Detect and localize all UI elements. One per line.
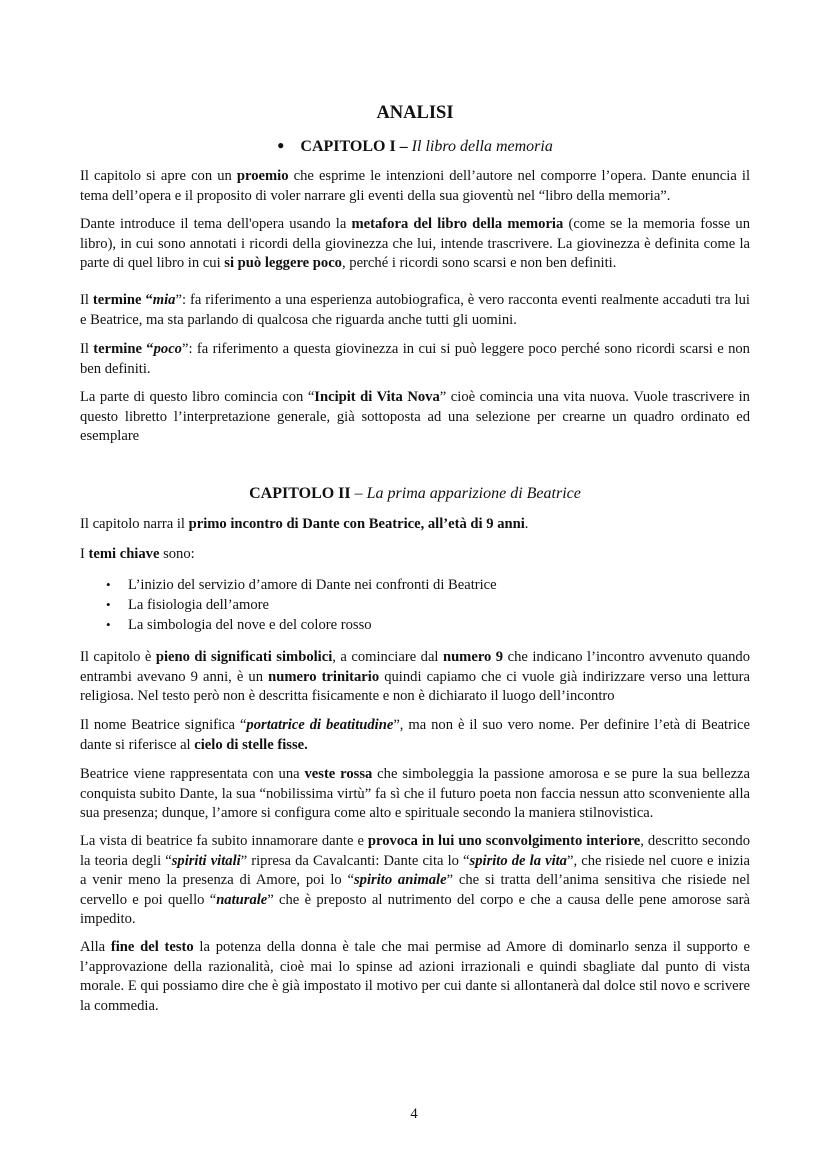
page-number: 4 <box>410 1106 418 1122</box>
list-item: • La simbologia del nove e del colore rosso <box>80 615 750 635</box>
list-item: • La fisiologia dell’amore <box>80 595 750 615</box>
chapter-1-subtitle: Il libro della memoria <box>411 138 553 155</box>
cap1-paragraph-1: Il capitolo si apre con un proemio che esprime le intenzioni dell’autore nel comporre l’opera. Dante enuncia il tema dell’opera e il proposito di voler narrare gli eventi della sua gioventù nel “libro della memoria”. <box>80 168 750 204</box>
themes-list <box>80 575 750 635</box>
cap2-paragraph-3: Il capitolo è pieno di significati simbolici, a cominciare dal numero 9 che indicano l’incontro avvenuto quando entrambi avevano 9 anni, è un numero trinitario quindi capiamo che ci vuole già indirizzare verso una lettura religiosa. Nel testo però non è descritta fisicamente e non è dichiarato il luogo dell’incontro <box>80 649 751 705</box>
cap1-paragraph-4: Il termine “poco”: fa riferimento a questa giovinezza in cui si può leggere poco perché sono ricordi scarsi e non ben definiti. <box>80 341 750 377</box>
cap2-paragraph-1: Il capitolo narra il primo incontro di Dante con Beatrice, all’età di 9 anni. <box>80 516 529 532</box>
cap2-paragraph-4: Il nome Beatrice significa “portatrice di beatitudine”, ma non è il suo vero nome. Per definire l’età di Beatrice dante si riferisce al cielo di stelle fisse. <box>80 717 750 753</box>
cap2-paragraph-6: La vista di beatrice fa subito innamorare dante e provoca in lui uno sconvolgimento interiore, descritto secondo la teoria degli “spiriti vitali” ripresa da Cavalcanti: Dante cita lo “spirito de la vita”, che risiede nel cuore e inizia a venir meno la presenza di Amore, poi lo “spirito animale” che si tratta dell’anima sensitiva che risiede nel cervello e poi quello “naturale” che è preposto al nutrimento del corpo e che a causa delle pene amorose sarà impedito. <box>80 833 751 928</box>
cap2-paragraph-2: I temi chiave sono: <box>80 546 195 562</box>
bullet-icon: ● <box>277 138 285 152</box>
chapter-1-number: CAPITOLO I – <box>300 138 408 155</box>
cap1-paragraph-2: Dante introduce il tema dell'opera usando la metafora del libro della memoria (come se la memoria fosse un libro), in cui sono annotati i ricordi della giovinezza che lui, intende trascrivere. La giovinezza è definita come la parte di quel libro in cui si può leggere poco, perché i ricordi sono scarsi e non ben definiti. <box>80 216 750 272</box>
page-title: ANALISI <box>376 103 454 123</box>
chapter-2-heading: CAPITOLO II – La prima apparizione di Beatrice <box>249 485 581 502</box>
cap2-paragraph-7: Alla fine del testo la potenza della donna è tale che mai permise ad Amore di dominarlo senza il supporto e l’approvazione della razionalità, cioè mai lo spinse ad azioni irrazionali e quindi sbagliate dal punto di vista morale. E qui possiamo dire che è già impostato il motivo per cui dante si allontanerà dal dolce stil novo e scrivere la commedia. <box>80 939 750 1014</box>
chapter-2-number: CAPITOLO II <box>249 485 351 502</box>
cap1-paragraph-3: Il termine “mia”: fa riferimento a una esperienza autobiografica, è vero racconta eventi realmente accaduti tra lui e Beatrice, ma sta parlando di qualcosa che riguarda anche tutti gli uomini. <box>80 292 750 328</box>
chapter-1-heading <box>80 135 750 157</box>
cap1-paragraph-5: La parte di questo libro comincia con “Incipit di Vita Nova” cioè comincia una vita nuova. Vuole trascrivere in questo libretto l’interpretazione generale, già sottoposta ad una selezione per crearne un quadro ordinato ed esemplare <box>80 389 750 445</box>
chapter-2-subtitle: La prima apparizione di Beatrice <box>366 485 581 502</box>
cap2-paragraph-5: Beatrice viene rappresentata con una veste rossa che simboleggia la passione amorosa e se pure la sua bellezza conquista subito Dante, la sua “nobilissima virtù” fa sì che il futuro poeta non faccia nessun atto sconveniente alla sua presenza; dunque, l’amore si configura come alto e spirituale secondo la maniera stilnovistica. <box>80 766 751 822</box>
list-item: • L’inizio del servizio d’amore di Dante nei confronti di Beatrice <box>80 575 750 595</box>
